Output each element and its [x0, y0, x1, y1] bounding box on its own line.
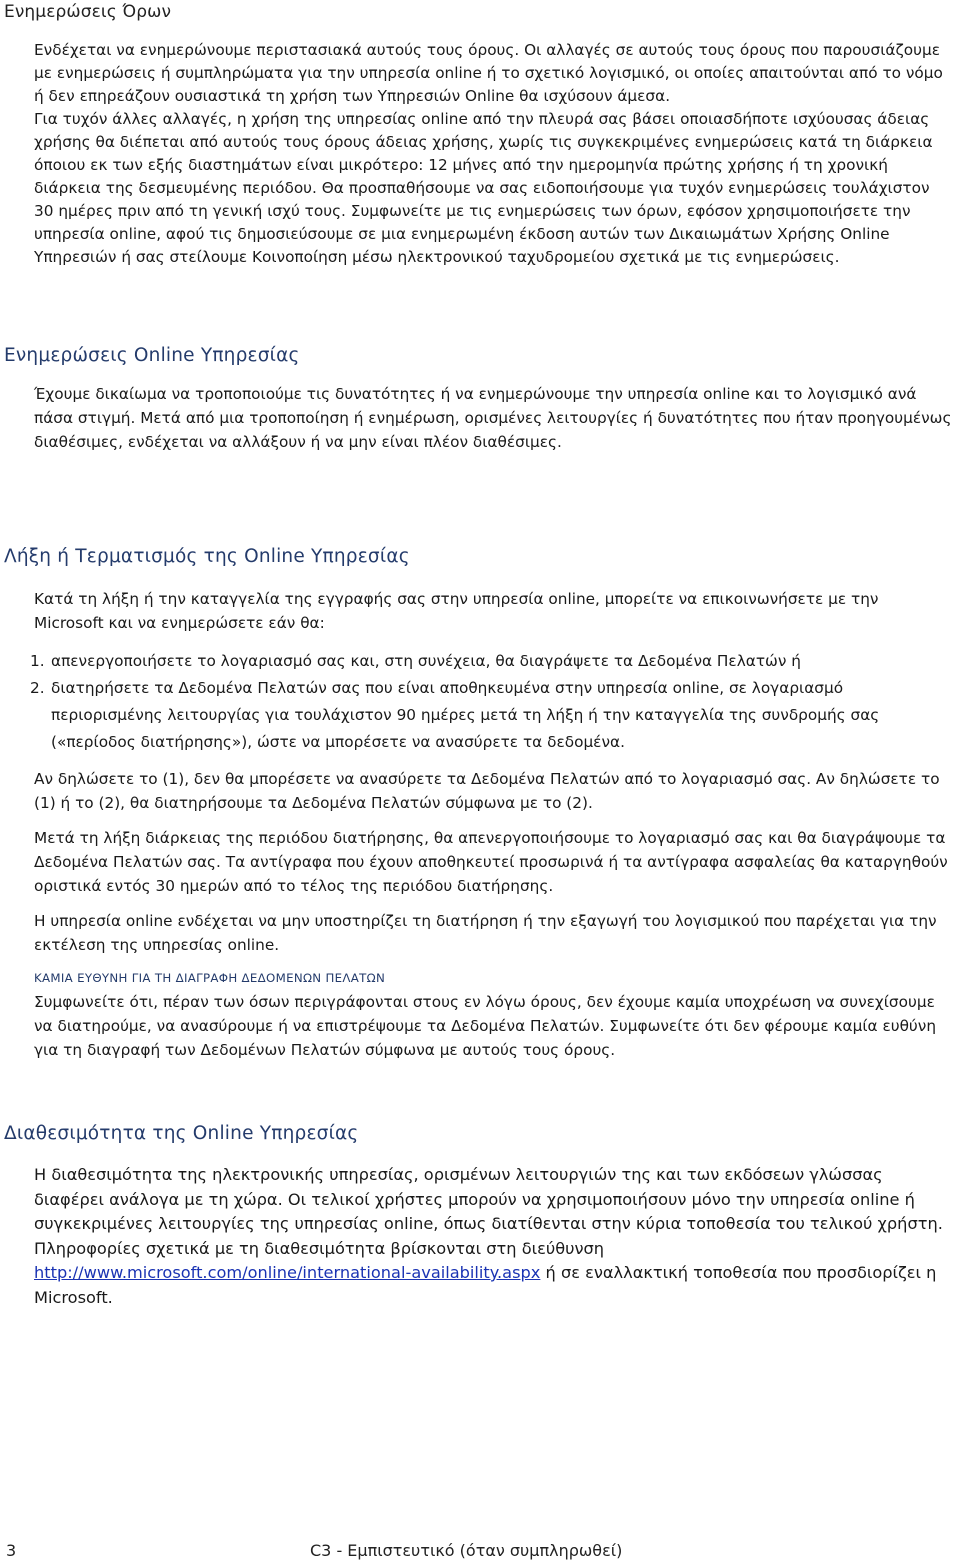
page-title: Ενημερώσεις Όρων: [4, 2, 172, 22]
availability-section: [34, 1163, 952, 1310]
online-updates-heading: Ενημερώσεις Online Υπηρεσίας: [4, 345, 300, 366]
list-item-number: 2.: [30, 679, 45, 697]
updates-section: [34, 39, 952, 269]
list-item: [0, 675, 952, 756]
list-item: [0, 648, 952, 675]
no-liability-subheading: ΚΑΜΙΑ ΕΥΘΥΝΗ ΓΙΑ ΤΗ ΔΙΑΓΡΑΦΗ ΔΕΔΟΜΕΝΩΝ ΠΕΛΑΤΩΝ: [34, 971, 386, 985]
expiry-paragraph-4: Η υπηρεσία online ενδέχεται να μην υποστηρίζει τη διατήρηση ή την εξαγωγή του λογισμικού που παρέχεται για την εκτέλεση της υπηρεσίας online.: [34, 912, 937, 954]
expiry-paragraph-3: Μετά τη λήξη διάρκειας της περιόδου διατήρησης, θα απενεργοποιήσουμε το λογαριασμό σας και θα διαγράψουμε τα Δεδομένα Πελατών σας. Τα αντίγραφα που έχουν αποθηκευτεί προσωρινά ή τα αντίγραφα ασφαλείας θα καταργηθούν οριστικά εντός 30 ημερών από το τέλος της περιόδου διατήρησης.: [34, 829, 948, 895]
online-updates-paragraph: Έχουμε δικαίωμα να τροποποιούμε τις δυνατότητες ή να ενημερώνουμε την υπηρεσία online και το λογισμικό ανά πάσα στιγμή. Μετά από μια τροποποίηση ή ενημέρωση, ορισμένες λειτουργίες ή δυνατότητες που ήταν προηγουμένως διαθέσιμες, ενδέχεται να αλλάξουν ή να μην είναι πλέον διαθέσιμες.: [34, 385, 952, 451]
expiry-paragraph-2: Αν δηλώσετε το (1), δεν θα μπορέσετε να ανασύρετε τα Δεδομένα Πελατών από το λογαριασμό σας. Αν δηλώσετε το (1) ή το (2), θα διατηρήσουμε τα Δεδομένα Πελατών σύμφωνα με το (2).: [34, 770, 940, 812]
list-item-text: απενεργοποιήσετε το λογαριασμό σας και, στη συνέχεια, θα διαγράψετε τα Δεδομένα Πελατών ή: [51, 652, 801, 670]
expiry-intro: Κατά τη λήξη ή την καταγγελία της εγγραφής σας στην υπηρεσία online, μπορείτε να επικοινωνήσετε με την Microsoft και να ενημερώσετε εάν θα:: [34, 590, 879, 632]
page-number: 3: [6, 1541, 17, 1560]
expiry-options-list: [0, 648, 952, 756]
availability-heading: Διαθεσιμότητα της Online Υπηρεσίας: [4, 1123, 359, 1144]
expiry-section: [30, 587, 952, 1062]
no-liability-paragraph: Συμφωνείτε ότι, πέραν των όσων περιγράφονται στους εν λόγω όρους, δεν έχουμε καμία υποχρέωση να συνεχίσουμε να διατηρούμε, να ανασύρουμε ή να επιστρέψουμε τα Δεδομένα Πελατών. Συμφωνείτε ότι δεν φέρουμε καμία ευθύνη για τη διαγραφή των Δεδομένων Πελατών σύμφωνα με αυτούς τους όρους.: [34, 993, 937, 1059]
availability-link[interactable]: http://www.microsoft.com/online/international-availability.aspx: [34, 1263, 541, 1282]
updates-paragraph-1: Ενδέχεται να ενημερώνουμε περιστασιακά αυτούς τους όρους. Οι αλλαγές σε αυτούς τους όρους που παρουσιάζουμε με ενημερώσεις ή συμπληρώματα για την υπηρεσία online ή το σχετικό λογισμικό, οι οποίες απαιτούνται από το νόμο ή δεν επηρεάζουν ουσιαστικά τη χρήση των Υπηρεσιών Online θα ισχύσουν άμεσα.: [34, 41, 943, 105]
updates-paragraph-2: Για τυχόν άλλες αλλαγές, η χρήση της υπηρεσίας online από την πλευρά σας βάσει οποιασδήποτε ισχύουσας άδειας χρήσης θα διέπεται από αυτούς τους όρους άδειας χρήσης, χωρίς τις συγκεκριμένες ενημερώσεις κατά τη διάρκεια όποιου εκ των εξής διαστημάτων είναι μικρότερο: 12 μήνες από την ημερομηνία πρώτης χρήσης ή τη χρονική διάρκεια της δεσμευμένης περιόδου. Θα προσπαθήσουμε να σας ειδοποιήσουμε για τυχόν ενημερώσεις τουλάχιστον 30 ημέρες πριν από τη γενική ισχύ τους. Συμφωνείτε με τις ενημερώσεις των όρων, εφόσον χρησιμοποιήσετε την υπηρεσία online, αφού τις δημοσιεύσουμε σε μια ενημερωμένη έκδοση αυτών των Δικαιωμάτων Χρήσης Online Υπηρεσιών ή σας στείλουμε Κοινοποίηση μέσω ηλεκτρονικού ταχυδρομείου σχετικά με τις ενημερώσεις.: [34, 110, 933, 266]
availability-text-after: ή σε εναλλακτική τοποθεσία που προσδιορίζει η Microsoft.: [34, 1263, 937, 1307]
classification-label: C3 - Εμπιστευτικό (όταν συμπληρωθεί): [310, 1541, 623, 1560]
availability-paragraph: [34, 1163, 952, 1310]
list-item-number: 1.: [30, 652, 45, 670]
online-updates-section: [34, 382, 952, 454]
list-item-text: διατηρήσετε τα Δεδομένα Πελατών σας που είναι αποθηκευμένα στην υπηρεσία online, σε λογαριασμό περιορισμένης λειτουργίας για τουλάχιστον 90 ημέρες μετά τη λήξη ή την καταγγελία της συνδρομής σας («περίοδος διατήρησης»), ώστε να μπορέσετε να ανασύρετε τα δεδομένα.: [51, 679, 880, 751]
availability-text-before: Η διαθεσιμότητα της ηλεκτρονικής υπηρεσίας, ορισμένων λειτουργιών της και των εκδόσεων γλώσσας διαφέρει ανάλογα με τη χώρα. Οι τελικοί χρήστες μπορούν να χρησιμοποιήσουν μόνο την υπηρεσία online ή συγκεκριμένες λειτουργίες της υπηρεσίας online, όπως διατίθενται στην κύρια τοποθεσία του τελικού χρήστη. Πληροφορίες σχετικά με τη διαθεσιμότητα βρίσκονται στη διεύθυνση: [34, 1165, 943, 1258]
expiry-heading: Λήξη ή Τερματισμός της Online Υπηρεσίας: [4, 546, 410, 567]
